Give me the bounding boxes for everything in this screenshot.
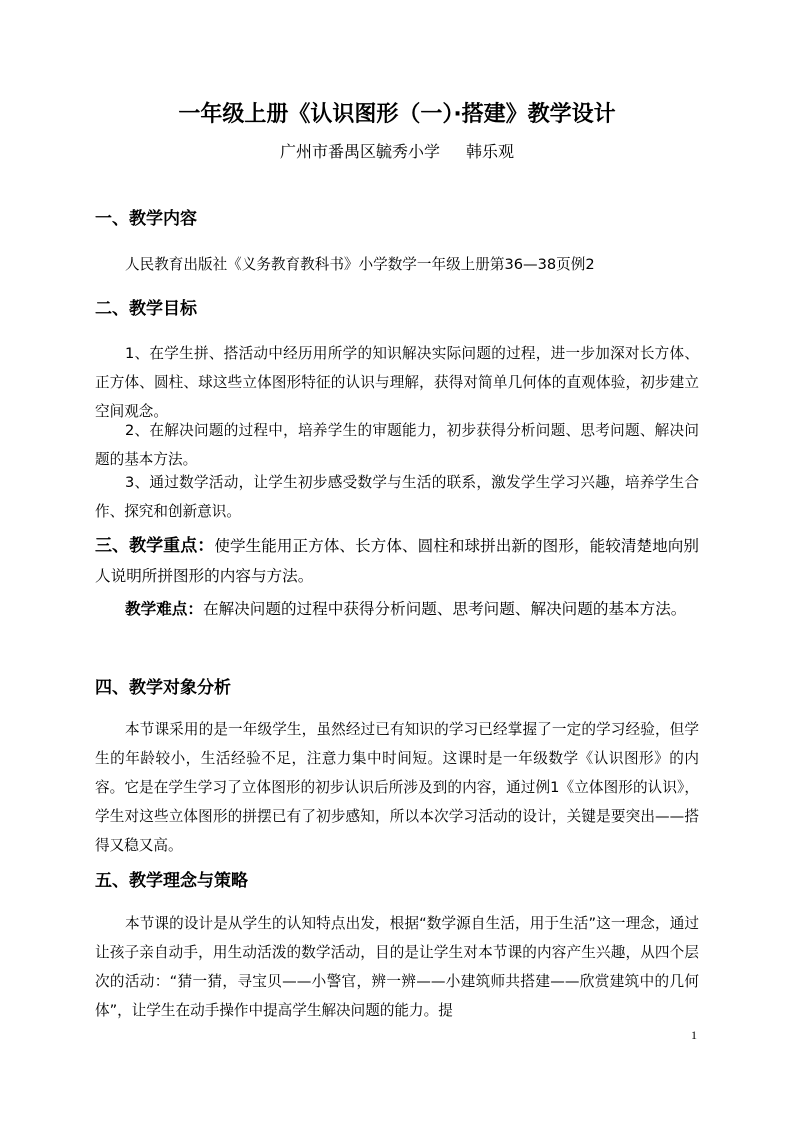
school-name: 广州市番禺区毓秀小学 (279, 142, 440, 161)
document-byline (0, 141, 794, 163)
section-text-philosophy: 本节课的设计是从学生的认知特点出发，根据“数学源自生活，用于生活”这一理念，通过让孩子亲自动手，用生动活泼的数学活动，目的是让学生对本节课的内容产生兴趣，从四个层次的活动：“猜一猜，寻宝贝——小警官，辨一辨——小建筑师共搭建——欣赏建筑中的几何体”，让学生在动手操作中提高学生解决问题的能力。提 (95, 915, 699, 1019)
key-points-text: 使学生能用正方体、长方体、圆柱和球拼出新的图形，能较清楚地向别人说明所拼图形的内容与方法。 (95, 537, 699, 585)
document-title: 一年级上册《认识图形（一）·搭建》教学设计 (178, 102, 616, 127)
section-heading-goals: 二、教学目标 (95, 299, 197, 319)
section-text-analysis: 本节课采用的是一年级学生，虽然经过已有知识的学习已经掌握了一定的学习经验，但学生的年龄较小，生活经验不足，注意力集中时间短。这课时是一年级数学《认识图形》的内容。它是在学生学习了立体图形的初步认识后所涉及到的内容，通过例1《立体图形的认识》，学生对这些立体图形的拼摆已有了初步感知，所以本次学习活动的设计，关键是要突出——搭得又稳又高。 (95, 721, 699, 854)
section-heading-key-points: 三、教学重点： (95, 536, 215, 556)
goal-item-3: 3、通过数学活动，让学生初步感受数学与生活的联系，激发学生学习兴趣，培养学生合作、探究和创新意识。 (95, 474, 699, 520)
goal-item-2: 2、在解决问题的过程中，培养学生的审题能力，初步获得分析问题、思考问题、解决问题的基本方法。 (95, 422, 699, 468)
difficulty-label: 教学难点： (125, 600, 203, 618)
section-heading-philosophy: 五、教学理念与策略 (95, 871, 248, 891)
page-number: 1 (691, 1028, 697, 1042)
section-key-points (95, 531, 699, 591)
difficulty-text: 在解决问题的过程中获得分析问题、思考问题、解决问题的基本方法。 (202, 600, 687, 618)
author-name: 韩乐观 (466, 142, 515, 161)
goal-item-1: 1、在学生拼、搭活动中经历用所学的知识解决实际问题的过程，进一步加深对长方体、正方体、圆柱、球这些立体图形特征的认识与理解，获得对简单几何体的直观体验，初步建立空间观念。 (95, 345, 699, 420)
section-text-content: 人民教育出版社《义务教育教科书》小学数学一年级上册第36—38页例2 (125, 256, 595, 273)
section-heading-content: 一、教学内容 (95, 209, 197, 229)
section-heading-analysis: 四、教学对象分析 (95, 678, 231, 698)
section-difficulty (95, 594, 699, 624)
